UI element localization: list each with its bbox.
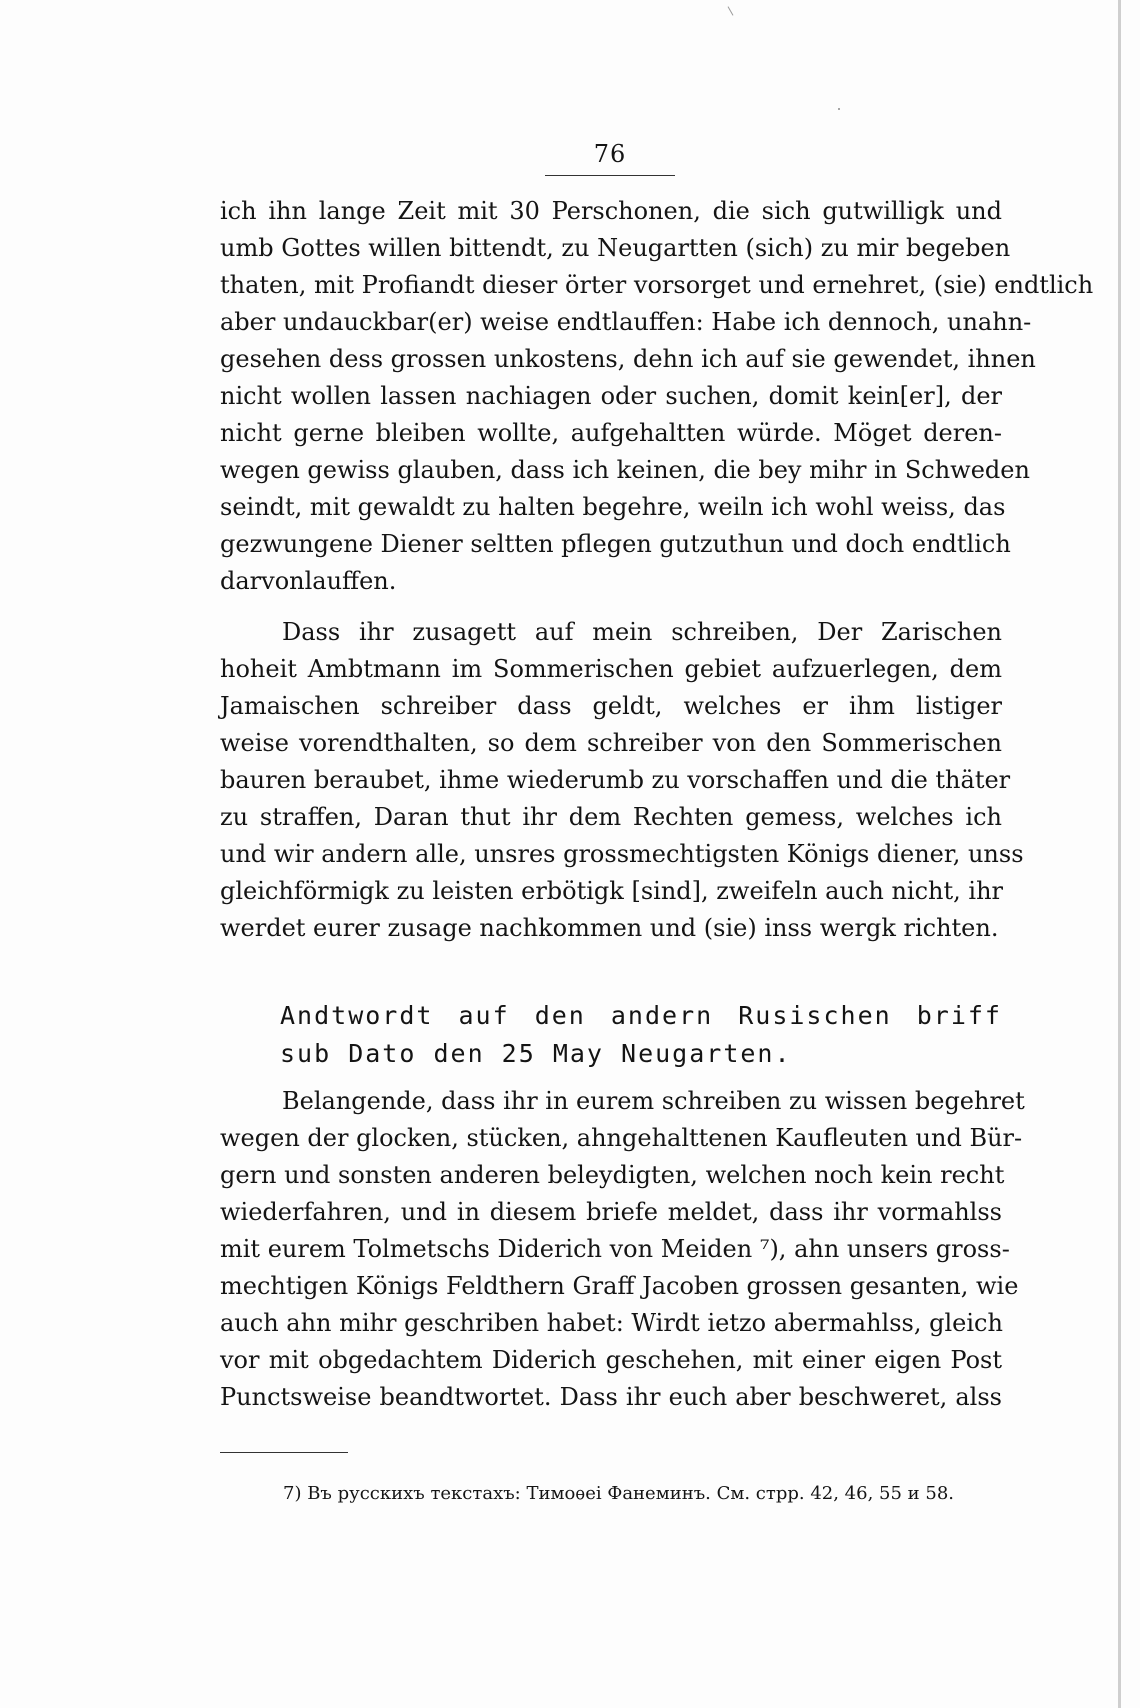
text-line: werdet eurer zusage nachkommen und (sie) inss wergk richten. — [220, 914, 999, 942]
text-line: umb Gottes willen bittendt, zu Neugartten (sich) zu mir begeben — [220, 234, 1011, 262]
text-line: hoheit Ambtmann im Sommerischen gebiet aufzuerlegen, dem — [220, 655, 1002, 683]
text-line: Belangende, dass ihr in eurem schreiben zu wissen begehret — [282, 1087, 1025, 1115]
text-line: und wir andern alle, unsres grossmechtigsten Königs diener, unss — [220, 840, 1024, 868]
text-line: nicht wollen lassen nachiagen oder suchen, domit kein[er], der — [220, 382, 1002, 410]
text-line: zu straffen, Daran thut ihr dem Rechten gemess, welches ich — [220, 803, 1002, 831]
text-line: Dass ihr zusagett auf mein schreiben, Der Zarischen — [282, 618, 1002, 646]
text-line: gern und sonsten anderen beleydigten, welchen noch kein recht — [220, 1161, 1005, 1189]
text-line: bauren beraubet, ihme wiederumb zu vorschaffen und die thäter — [220, 766, 1011, 794]
text-line: aber undauckbar(er) weise endtlauffen: Habe ich dennoch, unahn- — [220, 308, 1032, 336]
text-line: wegen der glocken, stücken, ahngehalttenen Kaufleuten und Bür- — [220, 1124, 1023, 1152]
text-line: ich ihn lange Zeit mit 30 Perschonen, die sich gutwilligk und — [220, 197, 1002, 225]
paragraph-2 — [220, 614, 1024, 947]
footnote-rule — [220, 1452, 348, 1453]
text-line: wegen gewiss glauben, dass ich keinen, die bey mihr in Schweden — [220, 456, 1030, 484]
section-heading — [280, 997, 1002, 1073]
text-line: gleichförmigk zu leisten erbötigk [sind], zweifeln auch nicht, ihr — [220, 877, 1004, 905]
page-number: 76 — [593, 140, 627, 168]
text-line: mechtigen Königs Feldthern Graff Jacoben grossen gesanten, wie — [220, 1272, 1019, 1300]
heading-line: Andtwordt auf den andern Rusischen briff — [280, 1001, 1002, 1030]
text-line: nicht gerne bleiben wollte, aufgehaltten würde. Möget deren- — [220, 419, 1002, 447]
page-edge-shadow — [1118, 0, 1121, 1708]
heading-line: sub Dato den 25 May Neugarten. — [280, 1039, 792, 1068]
stray-mark — [728, 6, 734, 15]
text-line: gesehen dess grossen unkostens, dehn ich auf sie gewendet, ihnen — [220, 345, 1036, 373]
text-line: darvonlauffen. — [220, 567, 397, 595]
text-line: thaten, mit Profiandt dieser örter vorsorget und ernehret, (sie) endtlich — [220, 271, 1094, 299]
footnote: 7) Въ русскихъ текстахъ: Тимоѳеі Фанеминъ. См. стрр. 42, 46, 55 и 58. — [283, 1483, 955, 1504]
text-line: vor mit obgedachtem Diderich geschehen, mit einer eigen Post — [220, 1346, 1002, 1374]
text-line: Punctsweise beandtwortet. Dass ihr euch aber beschweret, alss — [220, 1383, 1002, 1411]
speck — [838, 108, 840, 110]
text-line: weise vorendthalten, so dem schreiber von den Sommerischen — [220, 729, 1002, 757]
text-line: gezwungene Diener seltten pflegen gutzuthun und doch endtlich — [220, 530, 1011, 558]
text-line: wiederfahren, und in diesem briefe meldet, dass ihr vormahlss — [220, 1198, 1002, 1226]
text-line: seindt, mit gewaldt zu halten begehre, weiln ich wohl weiss, das — [220, 493, 1006, 521]
text-line: Jamaischen schreiber dass geldt, welches er ihm listiger — [220, 692, 1002, 720]
text-line: mit eurem Tolmetschs Diderich von Meiden ⁷), ahn unsers gross- — [220, 1235, 1010, 1263]
paragraph-3 — [220, 1083, 1025, 1416]
page-number-rule — [545, 175, 675, 176]
text-line: auch ahn mihr geschriben habet: Wirdt ietzo abermahlss, gleich — [220, 1309, 1003, 1337]
paragraph-1 — [220, 193, 1094, 600]
